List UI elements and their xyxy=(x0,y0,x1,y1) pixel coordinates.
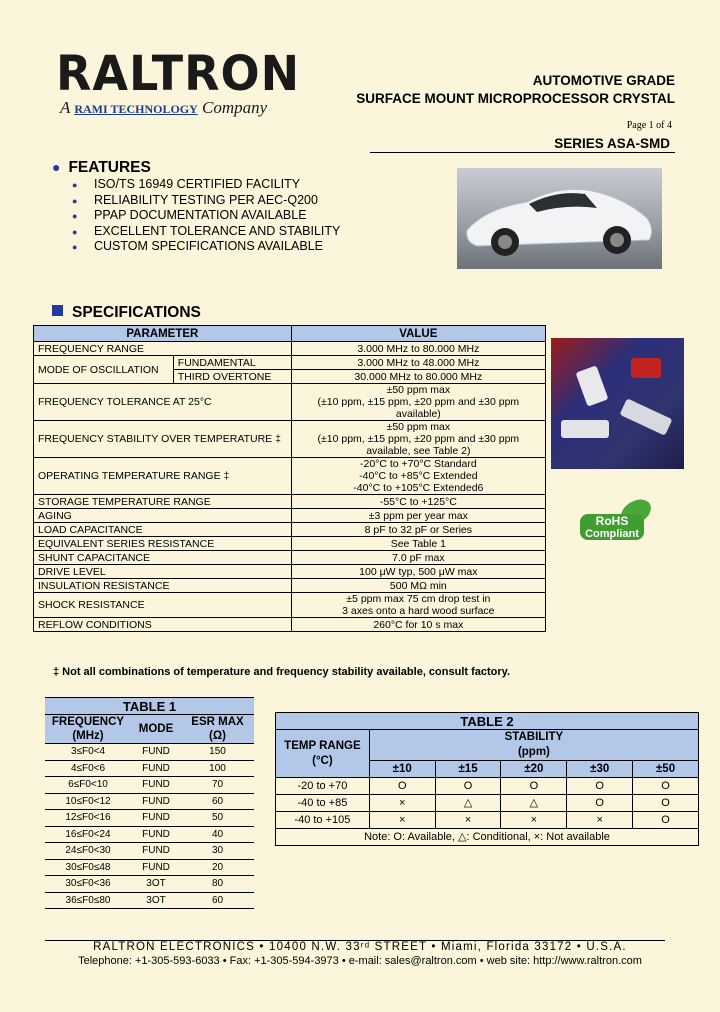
table-row xyxy=(45,744,254,761)
rohs-leaf-icon xyxy=(578,494,658,544)
param-value: 7.0 pF max xyxy=(291,551,545,565)
header-line: (MHz) xyxy=(72,730,104,742)
footer-address: RALTRON ELECTRONICS • 10400 N.W. 33ʳᵈ STREET • Miami, Florida 33172 • U.S.A. xyxy=(93,941,627,953)
table-row xyxy=(34,509,546,523)
param-value: ±3 ppm per year max xyxy=(291,509,545,523)
cell-frequency: 12≤F0<16 xyxy=(45,810,131,827)
param-label: STORAGE TEMPERATURE RANGE xyxy=(34,495,292,509)
cell-frequency: 36≤F0≤80 xyxy=(45,892,131,909)
col-header-ppm: ±10 xyxy=(369,761,435,778)
combination-note: ‡ Not all combinations of temperature and frequency stability available, consult factory. xyxy=(53,666,511,678)
param-value: 30.000 MHz to 80.000 MHz xyxy=(291,370,545,384)
page-number: Page 1 of 4 xyxy=(626,120,672,131)
param-value: 100 μW typ, 500 μW max xyxy=(291,565,545,579)
table-row xyxy=(34,618,546,632)
header-line: FREQUENCY xyxy=(51,716,125,728)
col-header-stability xyxy=(369,730,698,761)
cell-availability: O xyxy=(567,778,633,795)
param-value: -55°C to +125°C xyxy=(291,495,545,509)
feature-text: CUSTOM SPECIFICATIONS AVAILABLE xyxy=(94,239,323,253)
feature-text: EXCELLENT TOLERANCE AND STABILITY xyxy=(94,223,341,238)
table-row xyxy=(45,793,254,810)
cell-availability: O xyxy=(633,795,699,812)
crystal-image-svg xyxy=(551,338,684,469)
col-header-esr xyxy=(181,715,254,744)
cell-mode: 3OT xyxy=(131,876,181,893)
cell-availability: O xyxy=(567,795,633,812)
cell-availability: O xyxy=(633,778,699,795)
param-label: LOAD CAPACITANCE xyxy=(34,523,292,537)
param-label: SHUNT CAPACITANCE xyxy=(34,551,292,565)
param-value: 3.000 MHz to 80.000 MHz xyxy=(291,342,545,356)
table-1-caption: TABLE 1 xyxy=(45,698,254,715)
table-2-caption: TABLE 2 xyxy=(276,713,699,730)
car-photo xyxy=(457,168,662,269)
table-row xyxy=(45,810,254,827)
table-header-row xyxy=(34,326,546,342)
table-row xyxy=(34,342,546,356)
features-heading xyxy=(52,159,151,177)
param-sublabel: THIRD OVERTONE xyxy=(173,370,291,384)
header-line: (°C) xyxy=(312,754,333,767)
feature-text: RELIABILITY TESTING PER AEC-Q200 xyxy=(94,192,318,207)
table-row xyxy=(34,495,546,509)
param-value: 260°C for 10 s max xyxy=(291,618,545,632)
footer-contact: Telephone: +1-305-593-6033 • Fax: +1-305-594-3973 • e-mail: sales@raltron.com • web site: http://www.raltron.com xyxy=(78,955,642,967)
table-row xyxy=(34,384,546,421)
feature-text: ISO/TS 16949 CERTIFIED FACILITY xyxy=(94,177,301,191)
bullet-icon: ● xyxy=(72,180,78,190)
cell-availability: △ xyxy=(501,795,567,812)
car-image-svg xyxy=(457,168,662,269)
cell-temp: -20 to +70 xyxy=(276,778,370,795)
table-row xyxy=(45,843,254,860)
col-header-temp-range xyxy=(276,730,370,778)
table-row xyxy=(34,565,546,579)
param-label: MODE OF OSCILLATION xyxy=(34,356,174,384)
cell-esr: 80 xyxy=(181,876,254,893)
list-item xyxy=(72,224,340,240)
value-line: (±10 ppm, ±15 ppm, ±20 ppm and ±30 ppm xyxy=(317,396,520,408)
value-line: ±50 ppm max xyxy=(386,421,451,433)
cell-mode: 3OT xyxy=(131,892,181,909)
cell-esr: 30 xyxy=(181,843,254,860)
cell-availability: △ xyxy=(435,795,501,812)
col-header-value: VALUE xyxy=(291,326,545,342)
cell-temp: -40 to +85 xyxy=(276,795,370,812)
param-value: 500 MΩ min xyxy=(291,579,545,593)
cell-frequency: 10≤F0<12 xyxy=(45,793,131,810)
cell-mode: FUND xyxy=(131,744,181,761)
table-row xyxy=(34,579,546,593)
cell-availability: × xyxy=(435,812,501,829)
value-line: ±50 ppm max xyxy=(386,384,451,396)
cell-esr: 60 xyxy=(181,793,254,810)
table-row xyxy=(34,523,546,537)
cell-temp: -40 to +105 xyxy=(276,812,370,829)
bullet-icon: ● xyxy=(52,159,61,175)
square-bullet-icon xyxy=(52,305,63,316)
value-line: available, see Table 2) xyxy=(366,445,471,457)
cell-availability: O xyxy=(369,778,435,795)
value-line: -40°C to +85°C Extended xyxy=(359,470,478,482)
cell-availability: × xyxy=(369,812,435,829)
value-line: -20°C to +70°C Standard xyxy=(359,458,477,470)
header-line: (ppm) xyxy=(517,746,550,758)
table-row xyxy=(34,356,546,370)
param-label: OPERATING TEMPERATURE RANGE ‡ xyxy=(34,458,292,495)
cell-mode: FUND xyxy=(131,810,181,827)
header-divider xyxy=(370,152,675,153)
value-line: 3 axes onto a hard wood surface xyxy=(342,605,495,617)
cell-esr: 20 xyxy=(181,859,254,876)
cell-availability: × xyxy=(369,795,435,812)
value-line: available) xyxy=(395,408,441,420)
cell-mode: FUND xyxy=(131,843,181,860)
cell-frequency: 6≤F0<10 xyxy=(45,777,131,794)
rami-technology-brand: RAMI TECHNOLOGY xyxy=(74,102,198,116)
param-value xyxy=(291,458,545,495)
param-value xyxy=(291,593,545,618)
compliant-label: Compliant xyxy=(585,528,639,540)
cell-mode: FUND xyxy=(131,760,181,777)
header-line: TEMP RANGE xyxy=(284,739,361,752)
table-header-row xyxy=(45,715,254,744)
cell-frequency: 16≤F0<24 xyxy=(45,826,131,843)
param-sublabel: FUNDAMENTAL xyxy=(173,356,291,370)
table-row xyxy=(34,421,546,458)
list-item xyxy=(72,239,340,255)
col-header-ppm: ±15 xyxy=(435,761,501,778)
raltron-logo: RALTRON xyxy=(56,44,301,102)
table-2-stability xyxy=(275,712,699,846)
table-1-esr xyxy=(45,697,254,909)
value-line: ±5 ppm max 75 cm drop test in xyxy=(346,593,491,605)
param-label: AGING xyxy=(34,509,292,523)
cell-esr: 60 xyxy=(181,892,254,909)
cell-esr: 100 xyxy=(181,760,254,777)
rohs-compliant-badge xyxy=(578,494,658,544)
col-header-mode: MODE xyxy=(131,715,181,744)
list-item xyxy=(72,193,340,209)
cell-mode: FUND xyxy=(131,793,181,810)
cell-frequency: 30≤F0<36 xyxy=(45,876,131,893)
cell-esr: 50 xyxy=(181,810,254,827)
bullet-icon: ● xyxy=(72,226,78,237)
crystal-product-photo xyxy=(551,338,684,469)
table-row xyxy=(45,760,254,777)
features-heading-text: FEATURES xyxy=(68,159,151,176)
table-row xyxy=(34,593,546,618)
cell-frequency: 24≤F0<30 xyxy=(45,843,131,860)
list-item xyxy=(72,177,340,193)
cell-esr: 150 xyxy=(181,744,254,761)
cell-availability: O xyxy=(435,778,501,795)
cell-mode: FUND xyxy=(131,777,181,794)
param-value xyxy=(291,421,545,458)
cell-availability: × xyxy=(567,812,633,829)
table-row xyxy=(45,892,254,909)
table-row xyxy=(34,537,546,551)
list-item xyxy=(72,208,340,224)
header-line: STABILITY xyxy=(504,731,564,743)
cell-mode: FUND xyxy=(131,859,181,876)
param-value: 3.000 MHz to 48.000 MHz xyxy=(291,356,545,370)
cell-frequency: 30≤F0≤48 xyxy=(45,859,131,876)
param-value: See Table 1 xyxy=(291,537,545,551)
col-header-ppm: ±20 xyxy=(501,761,567,778)
bullet-icon: ● xyxy=(72,211,78,221)
col-header-parameter: PARAMETER xyxy=(34,326,292,342)
table-row xyxy=(276,778,699,795)
doc-title-line1: AUTOMOTIVE GRADE xyxy=(532,73,675,88)
specifications-heading xyxy=(52,304,201,322)
cell-esr: 70 xyxy=(181,777,254,794)
cell-frequency: 4≤F0<6 xyxy=(45,760,131,777)
param-value: 8 pF to 32 pF or Series xyxy=(291,523,545,537)
cell-esr: 40 xyxy=(181,826,254,843)
series-title: SERIES ASA-SMD xyxy=(554,136,670,151)
tagline-suffix: Company xyxy=(202,98,268,117)
table-row xyxy=(34,551,546,565)
param-label: REFLOW CONDITIONS xyxy=(34,618,292,632)
table-note-row xyxy=(276,829,699,846)
table-row xyxy=(45,876,254,893)
cell-frequency: 3≤F0<4 xyxy=(45,744,131,761)
feature-text: PPAP DOCUMENTATION AVAILABLE xyxy=(94,208,307,222)
rohs-label: RoHS xyxy=(595,514,629,528)
value-line: -40°C to +105°C Extended6 xyxy=(353,482,484,494)
col-header-frequency xyxy=(45,715,131,744)
param-value xyxy=(291,384,545,421)
header-line: (Ω) xyxy=(209,730,226,742)
table-row xyxy=(45,777,254,794)
param-label: DRIVE LEVEL xyxy=(34,565,292,579)
cell-availability: O xyxy=(633,812,699,829)
tagline-prefix: A xyxy=(60,98,71,117)
param-label: FREQUENCY STABILITY OVER TEMPERATURE ‡ xyxy=(34,421,292,458)
col-header-ppm: ±50 xyxy=(633,761,699,778)
param-label: INSULATION RESISTANCE xyxy=(34,579,292,593)
table-2-note: Note: O: Available, △: Conditional, ×: Not available xyxy=(276,829,699,846)
table-row xyxy=(276,812,699,829)
table-row xyxy=(45,859,254,876)
features-list xyxy=(72,177,340,255)
specifications-table xyxy=(33,325,546,632)
cell-availability: × xyxy=(501,812,567,829)
header-line: ESR MAX xyxy=(191,716,244,728)
table-row xyxy=(34,458,546,495)
company-tagline xyxy=(60,98,267,118)
param-label: EQUIVALENT SERIES RESISTANCE xyxy=(34,537,292,551)
value-line: (±10 ppm, ±15 ppm, ±20 ppm and ±30 ppm xyxy=(317,433,520,445)
table-row xyxy=(45,826,254,843)
table-row xyxy=(276,795,699,812)
param-label: SHOCK RESISTANCE xyxy=(34,593,292,618)
doc-title-line2: SURFACE MOUNT MICROPROCESSOR CRYSTAL xyxy=(356,91,675,106)
specifications-heading-text: SPECIFICATIONS xyxy=(72,304,201,321)
table-header-row xyxy=(276,730,699,761)
bullet-icon: ● xyxy=(72,242,78,252)
param-label: FREQUENCY RANGE xyxy=(34,342,292,356)
cell-availability: O xyxy=(501,778,567,795)
param-label: FREQUENCY TOLERANCE AT 25°C xyxy=(34,384,292,421)
cell-mode: FUND xyxy=(131,826,181,843)
bullet-icon: ● xyxy=(72,195,78,206)
col-header-ppm: ±30 xyxy=(567,761,633,778)
